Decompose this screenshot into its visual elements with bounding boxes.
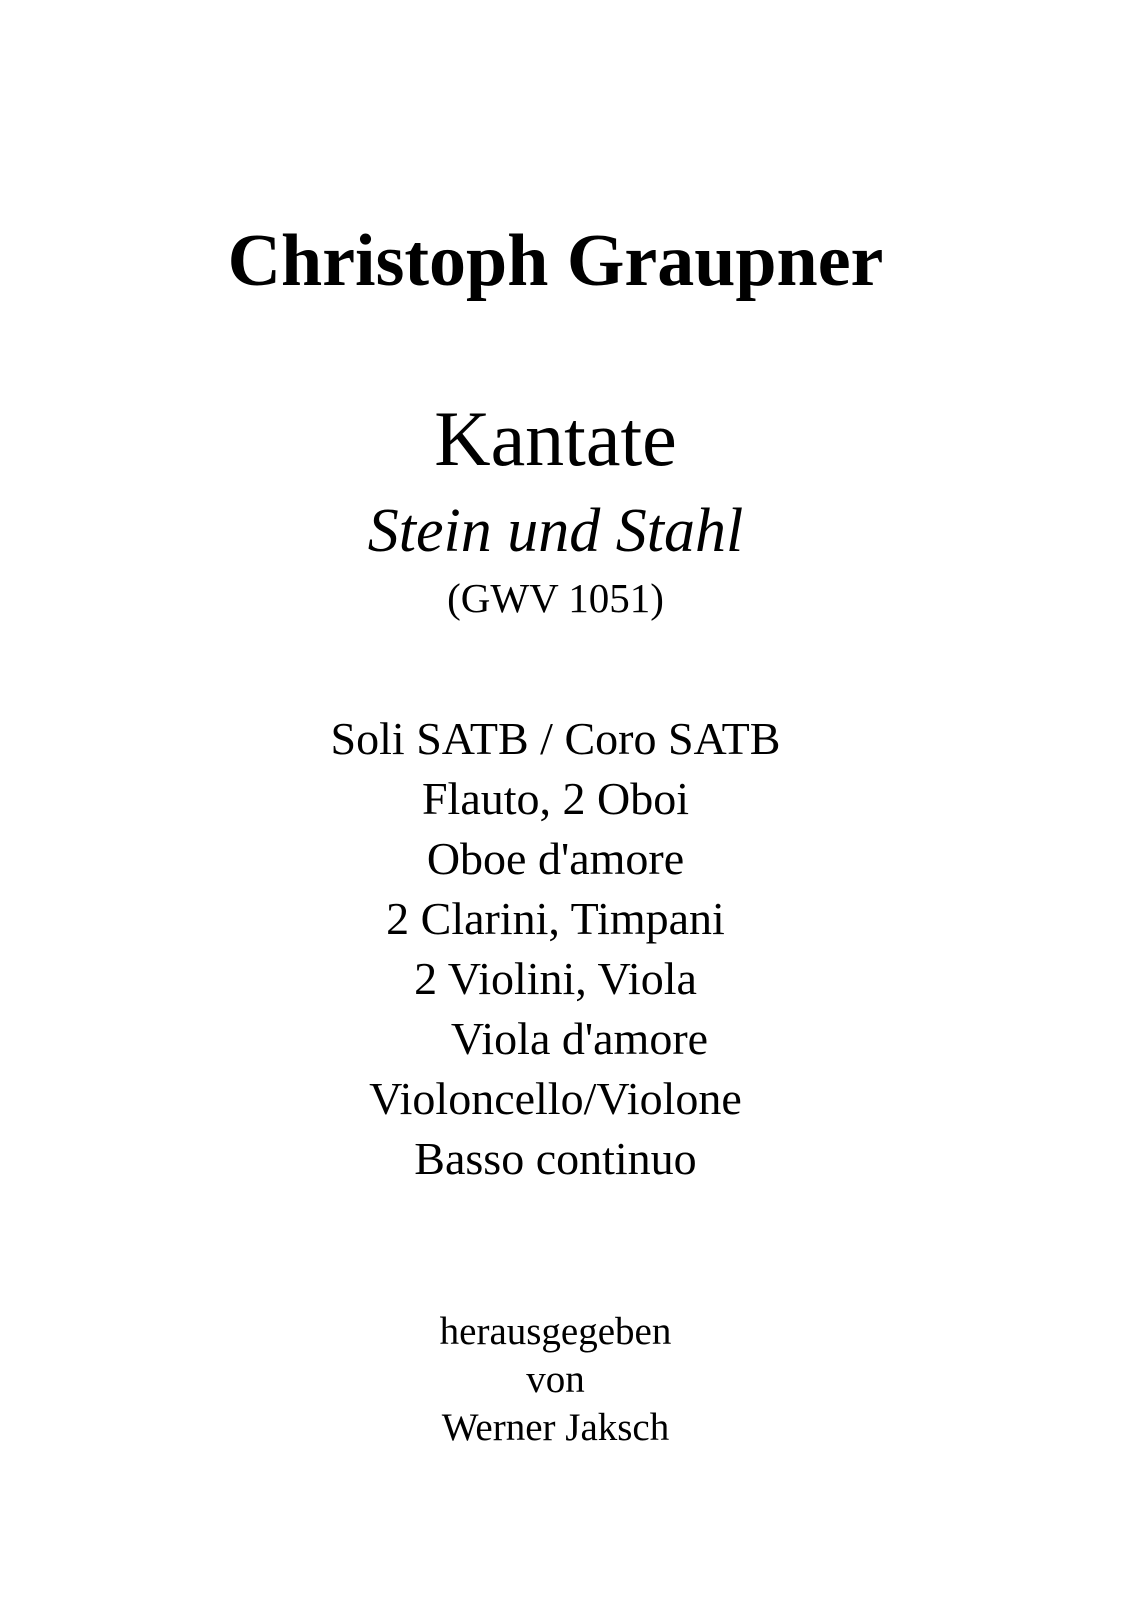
scoring-line-strings: 2 Violini, Viola bbox=[414, 953, 697, 1004]
catalog-number: (GWV 1051) bbox=[447, 575, 664, 621]
work-title: Stein und Stahl bbox=[367, 497, 744, 565]
by-label: von bbox=[526, 1358, 585, 1401]
work-type: Kantate bbox=[434, 395, 677, 482]
edited-label: herausgegeben bbox=[439, 1310, 672, 1353]
scoring-line-brass: 2 Clarini, Timpani bbox=[386, 893, 725, 944]
scoring-line-continuo: Basso continuo bbox=[414, 1133, 697, 1184]
scoring-line-voices: Soli SATB / Coro SATB bbox=[330, 713, 781, 764]
scoring-line-winds: Flauto, 2 Oboi bbox=[421, 773, 690, 824]
scoring-line-low-strings: Violoncello/Violone bbox=[369, 1073, 742, 1124]
composer-name: Christoph Graupner bbox=[227, 220, 884, 302]
editor-name: Werner Jaksch bbox=[441, 1406, 670, 1449]
scoring-line-viola-damore: Viola d'amore bbox=[450, 1013, 709, 1064]
scoring-line-oboe-damore: Oboe d'amore bbox=[426, 833, 685, 884]
